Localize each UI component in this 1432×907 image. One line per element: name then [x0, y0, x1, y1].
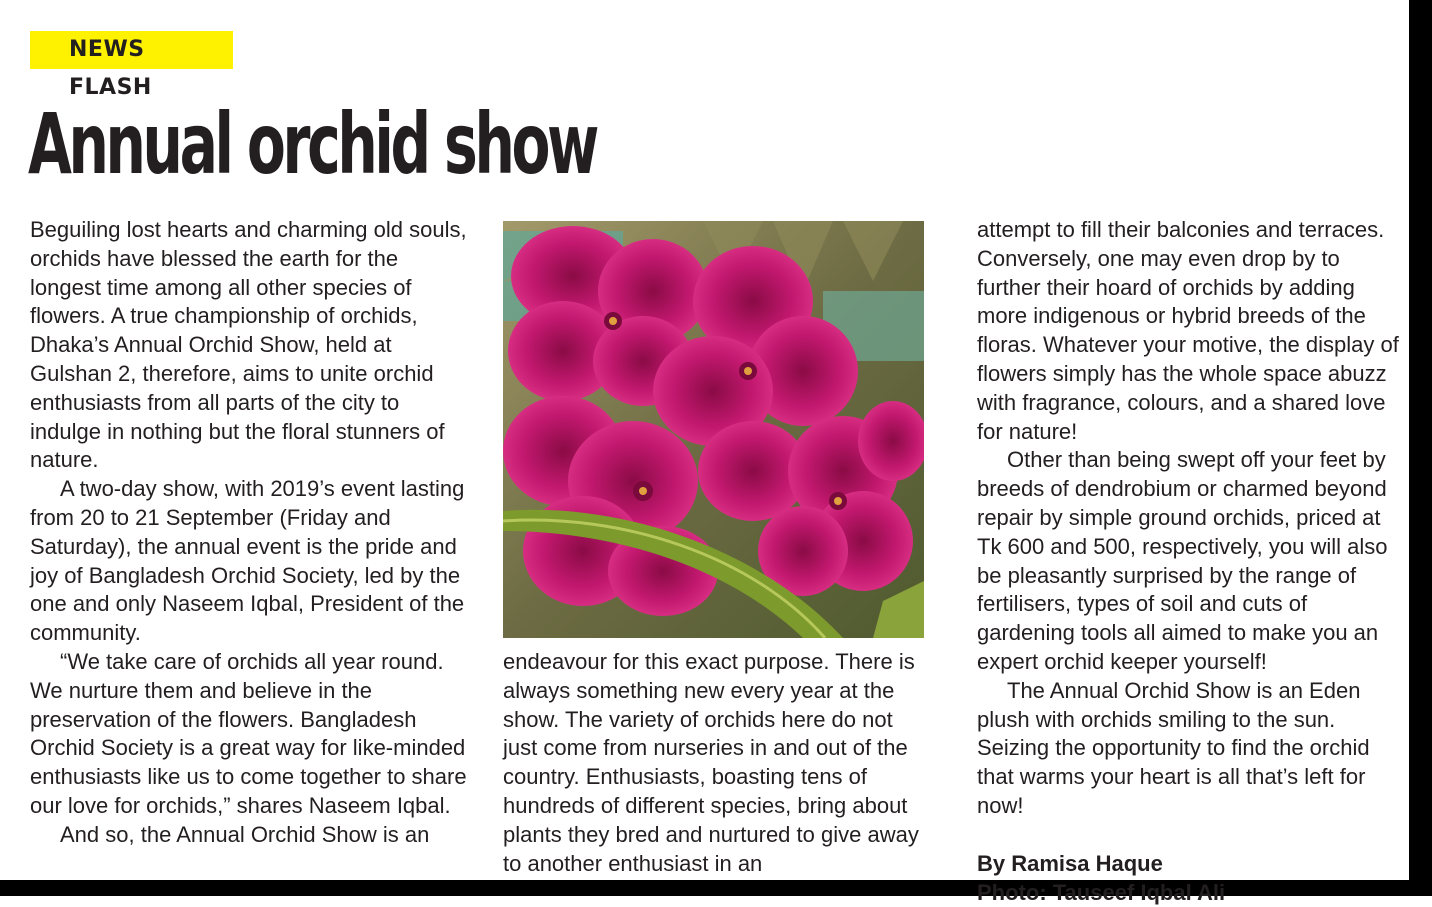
byline [977, 850, 1409, 907]
paragraph: “We take care of orchids all year round. We nurture them and believe in the preservation of the flowers. Bangladesh Orchid Society is a great way for like-minded enthusiasts like us to come together to share our love for orchids,” shares Naseem Iqbal. [30, 648, 467, 818]
paragraph: endeavour for this exact purpose. There is always something new every year at the show. The variety of orchids here do not just come from nurseries in and out of the country. Enthusiasts, boasting tens of hundreds of different species, bring about plants they bred and nurtured to give away to another enthusiast in an [503, 649, 919, 876]
paragraph: Other than being swept off your feet by breeds of dendrobium or charmed beyond repair by simple ground orchids, priced at Tk 600 and 500, respectively, you will also be pleasantly surprised by the range of fertilisers, types of soil and cuts of gardening tools all aimed to make you an expert orchid keeper yourself! [977, 447, 1388, 674]
paragraph: The Annual Orchid Show is an Eden plush with orchids smiling to the sun. Seizing the opportunity to find the orchid that warms your heart is all that’s left for now! [977, 677, 1370, 818]
paragraph: A two-day show, with 2019’s event lasting from 20 to 21 September (Friday and Saturday), the annual event is the pride and joy of Bangladesh Orchid Society, led by the one and only Naseem Iqbal, President of the community. [30, 476, 465, 646]
section-tag: NEWS FLASH [30, 31, 233, 69]
article-column-3 [977, 216, 1409, 907]
byline-text: By Ramisa Haque [977, 850, 1163, 876]
paragraph: Beguiling lost hearts and charming old souls, orchids have blessed the earth for the longest time among all other species of flowers. A true championship of orchids, Dhaka’s Annual Orchid Show, held at Gulshan 2, therefore, aims to unite orchid enthusiasts from all parts of the city to indulge in nothing but the floral stunners of nature. [30, 217, 467, 473]
photo-credit: Photo: Tauseef Iqbal Ali [977, 879, 1226, 905]
paragraph: And so, the Annual Orchid Show is an [60, 821, 430, 847]
page-edge-right [1409, 0, 1432, 896]
paragraph: attempt to fill their balconies and terraces. Conversely, one may even drop by to further their hoard of orchids by adding more indigenous or hybrid breeds of the floras. Whatever your motive, the display of flowers simply has the whole space abuzz with fragrance, colours, and a shared love for nature! [977, 217, 1399, 444]
headline: Annual orchid show [28, 95, 597, 193]
orchid-photo [503, 221, 924, 638]
article-column-2 [503, 648, 928, 878]
article-column-1 [30, 216, 470, 850]
